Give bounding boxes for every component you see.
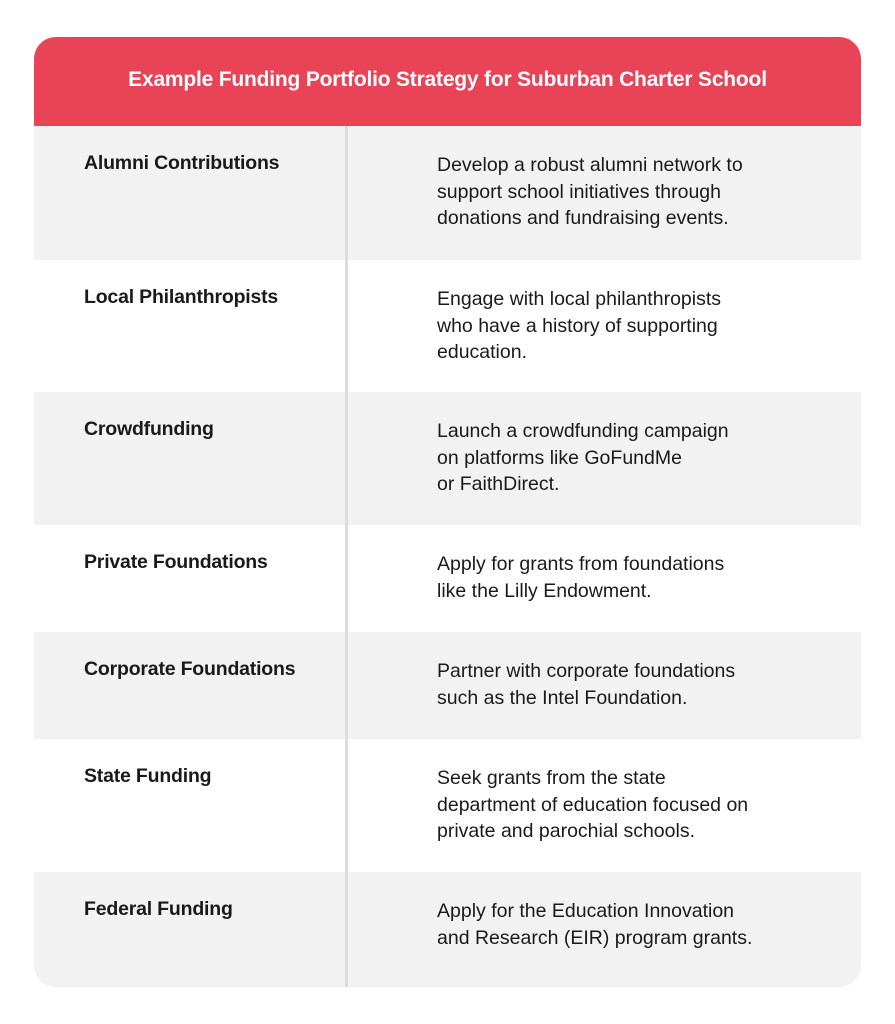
table-row bbox=[34, 260, 861, 392]
funding-source-description: Develop a robust alumni network to support school initiatives through donations and fundraising events. bbox=[437, 154, 743, 229]
table-row bbox=[34, 632, 861, 739]
table-row bbox=[34, 739, 861, 872]
funding-source-name: Crowdfunding bbox=[84, 418, 214, 440]
table-title: Example Funding Portfolio Strategy for Suburban Charter School bbox=[128, 67, 767, 91]
funding-source-description: Seek grants from the state department of education focused on private and parochial schools. bbox=[437, 767, 749, 842]
funding-source-description: Apply for the Education Innovation and Research (EIR) program grants. bbox=[437, 900, 753, 949]
table-header bbox=[34, 37, 861, 126]
funding-source-name: Local Philanthropists bbox=[84, 286, 279, 308]
column-divider bbox=[345, 126, 348, 987]
funding-source-description: Partner with corporate foundations such as the Intel Foundation. bbox=[437, 660, 736, 709]
table-row bbox=[34, 872, 861, 987]
funding-source-description: Launch a crowdfunding campaign on platforms like GoFundMe or FaithDirect. bbox=[437, 420, 729, 495]
funding-table bbox=[34, 126, 861, 987]
table-row bbox=[34, 525, 861, 632]
funding-source-name: Federal Funding bbox=[84, 898, 233, 920]
funding-source-description: Apply for grants from foundations like the Lilly Endowment. bbox=[437, 553, 725, 602]
funding-source-description: Engage with local philanthropists who have a history of supporting education. bbox=[437, 288, 722, 363]
table-row bbox=[34, 392, 861, 525]
funding-source-name: Private Foundations bbox=[84, 551, 268, 573]
funding-source-name: State Funding bbox=[84, 765, 212, 787]
funding-portfolio-card bbox=[34, 37, 861, 987]
funding-source-name: Corporate Foundations bbox=[84, 658, 296, 680]
funding-source-name: Alumni Contributions bbox=[84, 152, 280, 174]
table-row bbox=[34, 126, 861, 260]
